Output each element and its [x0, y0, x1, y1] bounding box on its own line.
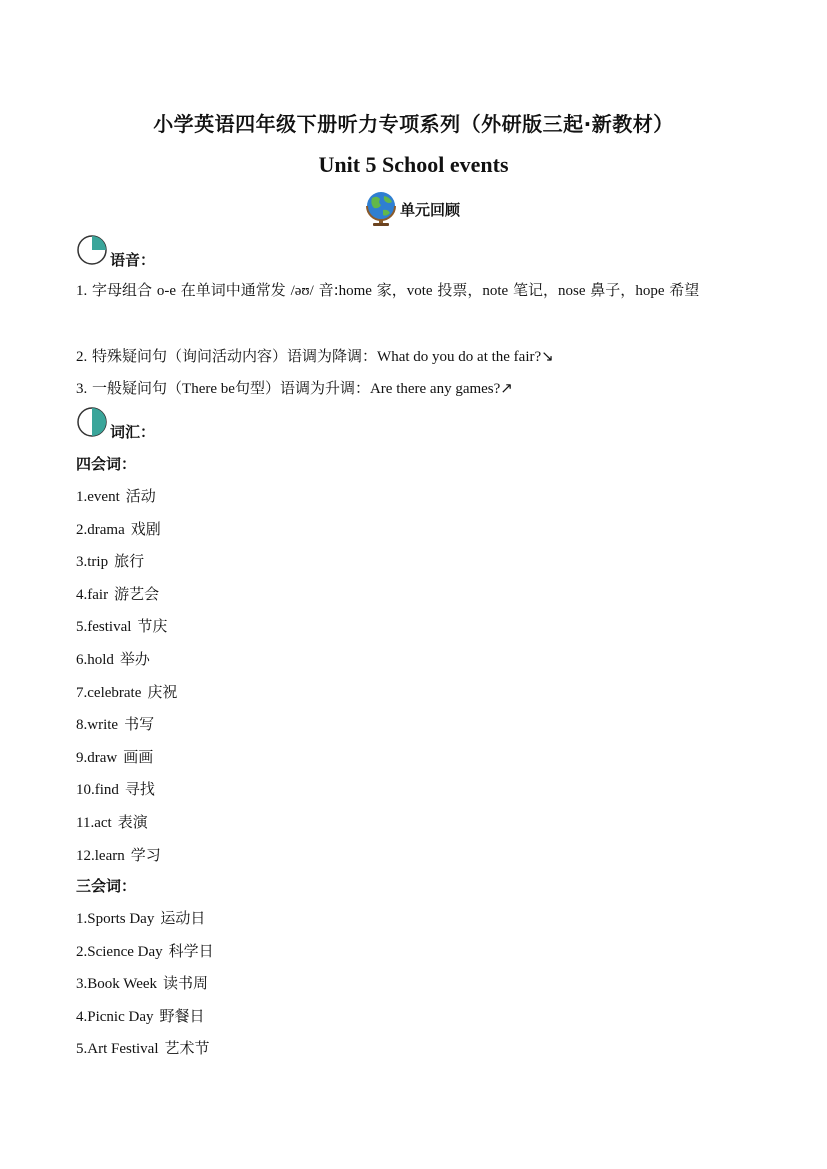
phonics-item-3: 3. 一般疑问句（There be句型）语调为升调：Are there any games?↗ [76, 379, 513, 397]
four-skill-word: 1.event 活动 [76, 487, 156, 505]
unit-title: Unit 5 School events [318, 152, 509, 177]
four-skill-word: 4.fair 游艺会 [76, 584, 160, 603]
four-skill-word: 3.trip 旅行 [76, 552, 145, 571]
four-skill-word: 8.write 书写 [76, 715, 155, 734]
phonics-label: 语音： [110, 251, 156, 269]
review-label: 单元回顾 [400, 200, 461, 219]
three-skill-word: 4.Picnic Day 野餐日 [76, 1006, 205, 1025]
half-circle-icon [76, 406, 108, 438]
four-skill-heading: 四会词： [76, 455, 137, 473]
three-skill-word: 1.Sports Day 运动日 [76, 909, 206, 927]
four-skill-word: 12.learn 学习 [76, 845, 161, 864]
three-skill-word: 5.Art Festival 艺术节 [76, 1039, 210, 1058]
unit-review-header [364, 190, 460, 228]
four-skill-word: 7.celebrate 庆祝 [76, 682, 178, 701]
three-skill-word: 2.Science Day 科学日 [76, 941, 214, 960]
four-skill-word: 11.act 表演 [76, 813, 148, 831]
four-skill-word: 5.festival 节庆 [76, 617, 168, 636]
vocab-label: 词汇： [110, 423, 156, 441]
four-skill-word: 2.drama 戏剧 [76, 519, 161, 538]
four-skill-word: 6.hold 举办 [76, 650, 150, 668]
four-skill-word: 10.find 寻找 [76, 780, 155, 799]
phonics-item-1: 1. 字母组合 o-e 在单词中通常发 /əʊ/ 音:home 家，vote 投票，note 笔记，nose 鼻子，hope 希望 [76, 281, 700, 299]
quarter-circle-icon [76, 234, 108, 266]
globe-icon [364, 190, 398, 228]
four-skill-word: 9.draw 画画 [76, 747, 154, 766]
three-skill-heading: 三会词： [76, 877, 137, 895]
three-skill-word: 3.Book Week 读书周 [76, 974, 209, 993]
phonics-heading [76, 234, 156, 269]
vocab-heading [76, 406, 156, 441]
document-title: 小学英语四年级下册听力专项系列（外研版三起·新教材） [153, 112, 674, 136]
phonics-item-2: 2. 特殊疑问句（询问活动内容）语调为降调：What do you do at the fair?↘ [76, 347, 554, 365]
